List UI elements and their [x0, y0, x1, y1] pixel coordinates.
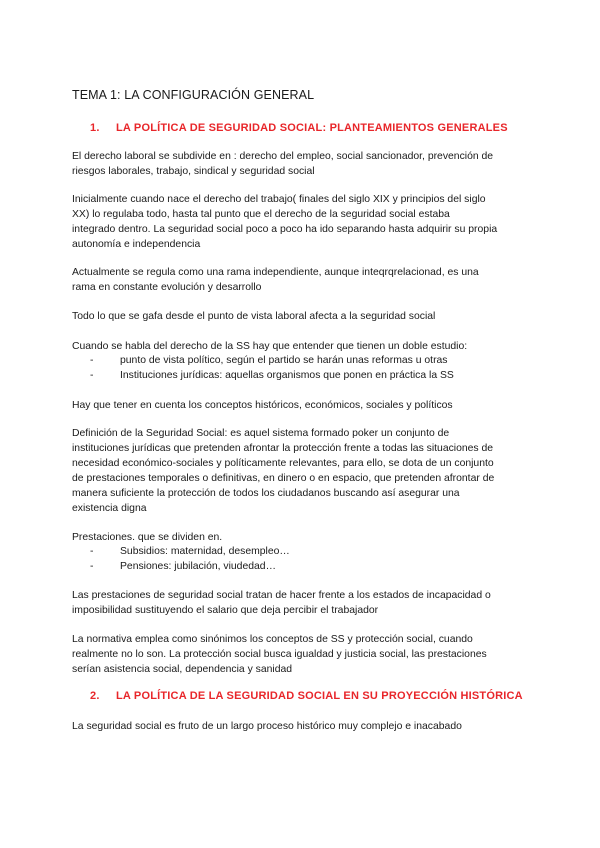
paragraph-current-regulation: Actualmente se regula como una rama independiente, aunque inteqrqrelacionad, es una rama en constante evolución y desarrollo — [72, 267, 479, 293]
paragraph-origins: Inicialmente cuando nace el derecho del trabajo( finales del siglo XIX y principios del siglo XX) lo regulaba todo, hasta tal punto que el derecho de la seguridad social estaba integrado dentro. La seguridad social poco a poco ha ido separando hasta adquirir su propia autonomía e independencia — [72, 194, 498, 250]
list-benefits — [90, 544, 290, 574]
paragraph-definition: Definición de la Seguridad Social: es aquel sistema formado poker un conjunto de instituciones jurídicas que pretenden afrontar la protección frente a todas las situaciones de necesidad económico-sociales y políticamente relevantes, para ello, se dota de un conjunto de prestaciones temporales o definitivas, en dinero o en espacio, que pretenden afrontar de manera suficiente la protección de todos los ciudadanos buscando así asegurar una existencia digna — [72, 428, 495, 514]
section-title: LA POLÍTICA DE LA SEGURIDAD SOCIAL EN SU PROYECCIÓN HISTÓRICA — [116, 690, 523, 702]
list-item: - Subsidios: maternidad, desempleo… — [90, 546, 290, 557]
paragraph-incapacity: Las prestaciones de seguridad social tratan de hacer frente a los estados de incapacidad o imposibilidad sustituyendo el salario que deja percibir el trabajador — [72, 590, 491, 616]
list-double-study — [90, 353, 454, 383]
paragraph-labor-scope: Todo lo que se gafa desde el punto de vista laboral afecta a la seguridad social — [72, 311, 436, 322]
paragraph-normative: La normativa emplea como sinónimos los conceptos de SS y protección social, cuando realmente no lo son. La protección social busca igualdad y justicia social, las prestaciones serían asistencia social, dependencia y sanidad — [72, 634, 487, 675]
document-title: TEMA 1: LA CONFIGURACIÓN GENERAL — [72, 88, 315, 102]
section-number: 1. — [90, 122, 100, 134]
paragraph-historical-process: La seguridad social es fruto de un largo proceso histórico muy complejo e inacabado — [72, 721, 462, 732]
paragraph-double-study: Cuando se habla del derecho de la SS hay que entender que tienen un doble estudio: — [72, 341, 468, 352]
paragraph-benefits: Prestaciones. que se dividen en. — [72, 532, 223, 543]
section-heading-1 — [90, 122, 508, 134]
paragraph-concepts: Hay que tener en cuenta los conceptos históricos, económicos, sociales y políticos — [72, 400, 453, 411]
paragraph-subdivisions: El derecho laboral se subdivide en : derecho del empleo, social sancionador, prevención de riesgos laborales, trabajo, sindical y seguridad social — [72, 151, 494, 177]
list-item: - Pensiones: jubilación, viudedad… — [90, 561, 276, 572]
list-item: - Instituciones jurídicas: aquellas organismos que ponen en práctica la SS — [90, 370, 454, 381]
list-item: - punto de vista político, según el partido se harán unas reformas u otras — [90, 355, 448, 366]
section-number: 2. — [90, 690, 100, 702]
section-heading-2 — [90, 690, 523, 702]
section-title: LA POLÍTICA DE SEGURIDAD SOCIAL: PLANTEAMIENTOS GENERALES — [116, 122, 508, 134]
